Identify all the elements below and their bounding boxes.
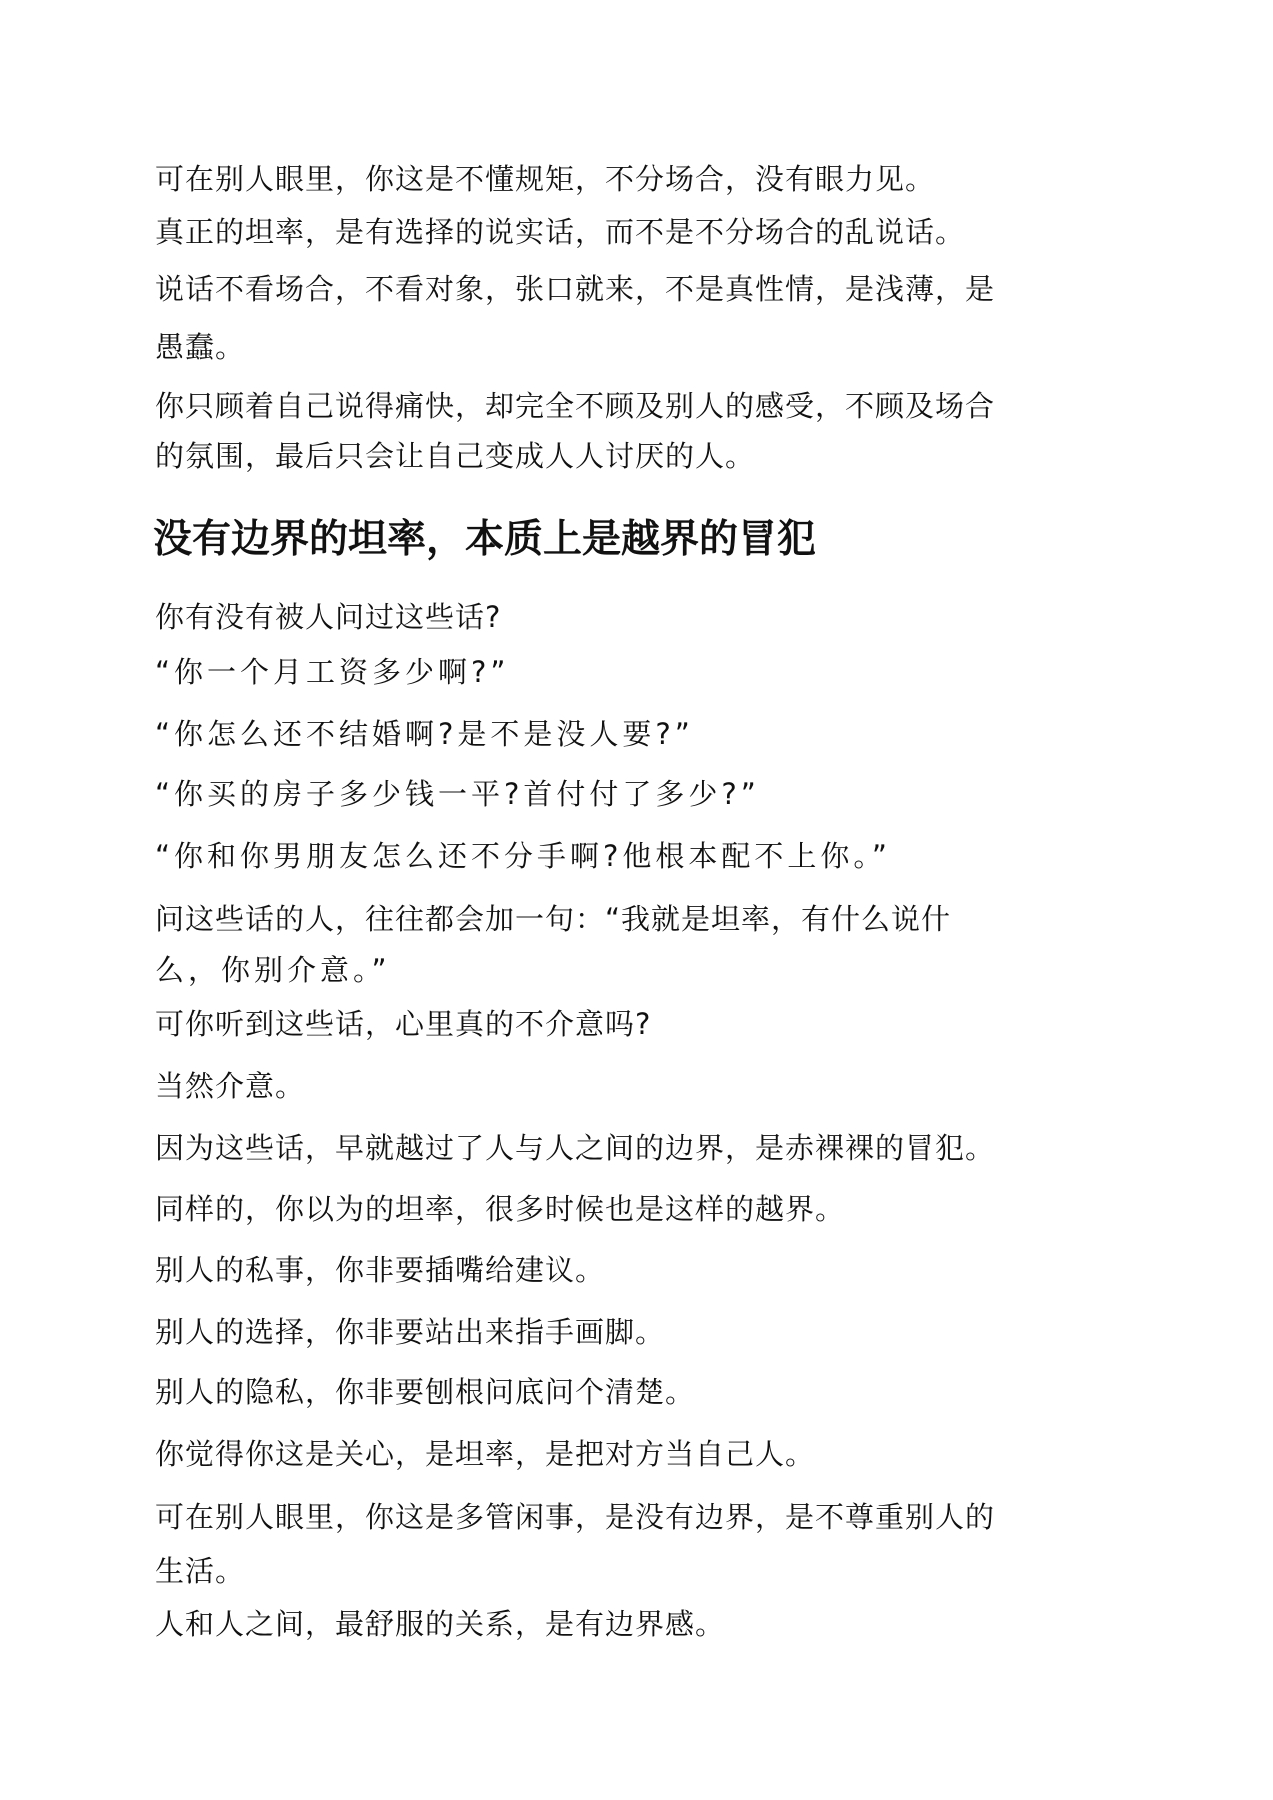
paragraph-line: 的氛围，最后只会让自己变成人人讨厌的人。 bbox=[155, 439, 756, 473]
quote-line: “你和你男朋友怎么还不分手啊?他根本配不上你。” bbox=[155, 839, 891, 873]
paragraph-line: 真正的坦率，是有选择的说实话，而不是不分场合的乱说话。 bbox=[155, 215, 966, 249]
paragraph-line: 别人的隐私，你非要刨根问底问个清楚。 bbox=[155, 1375, 696, 1409]
paragraph-line: 你觉得你这是关心，是坦率，是把对方当自己人。 bbox=[155, 1437, 816, 1471]
paragraph-line: 么，你别介意。” bbox=[155, 953, 391, 987]
quote-line: “你买的房子多少钱一平?首付付了多少?” bbox=[155, 777, 760, 811]
paragraph-line: 人和人之间，最舒服的关系，是有边界感。 bbox=[155, 1607, 726, 1641]
paragraph-line: 你有没有被人问过这些话? bbox=[155, 600, 502, 634]
paragraph-line: 说话不看场合，不看对象，张口就来，不是真性情，是浅薄，是 bbox=[155, 272, 996, 306]
quote-line: “你怎么还不结婚啊?是不是没人要?” bbox=[155, 717, 694, 751]
paragraph-line: 别人的选择，你非要站出来指手画脚。 bbox=[155, 1315, 666, 1349]
paragraph-line: 可在别人眼里，你这是不懂规矩，不分场合，没有眼力见。 bbox=[155, 162, 936, 196]
paragraph-line: 同样的，你以为的坦率，很多时候也是这样的越界。 bbox=[155, 1192, 846, 1226]
paragraph-line: 你只顾着自己说得痛快，却完全不顾及别人的感受，不顾及场合 bbox=[155, 389, 996, 423]
paragraph-line: 可你听到这些话，心里真的不介意吗? bbox=[155, 1007, 652, 1041]
paragraph-line: 愚蠢。 bbox=[155, 330, 246, 364]
quote-line: “你一个月工资多少啊?” bbox=[155, 655, 510, 689]
paragraph-line: 别人的私事，你非要插嘴给建议。 bbox=[155, 1253, 606, 1287]
paragraph-line: 生活。 bbox=[155, 1554, 246, 1588]
paragraph-line: 问这些话的人，往往都会加一句：“我就是坦率，有什么说什 bbox=[155, 902, 952, 936]
paragraph-line: 可在别人眼里，你这是多管闲事，是没有边界，是不尊重别人的 bbox=[155, 1500, 996, 1534]
paragraph-line: 当然介意。 bbox=[155, 1069, 306, 1103]
section-heading: 没有边界的坦率，本质上是越界的冒犯 bbox=[153, 517, 817, 562]
paragraph-line: 因为这些话，早就越过了人与人之间的边界，是赤裸裸的冒犯。 bbox=[155, 1131, 996, 1165]
